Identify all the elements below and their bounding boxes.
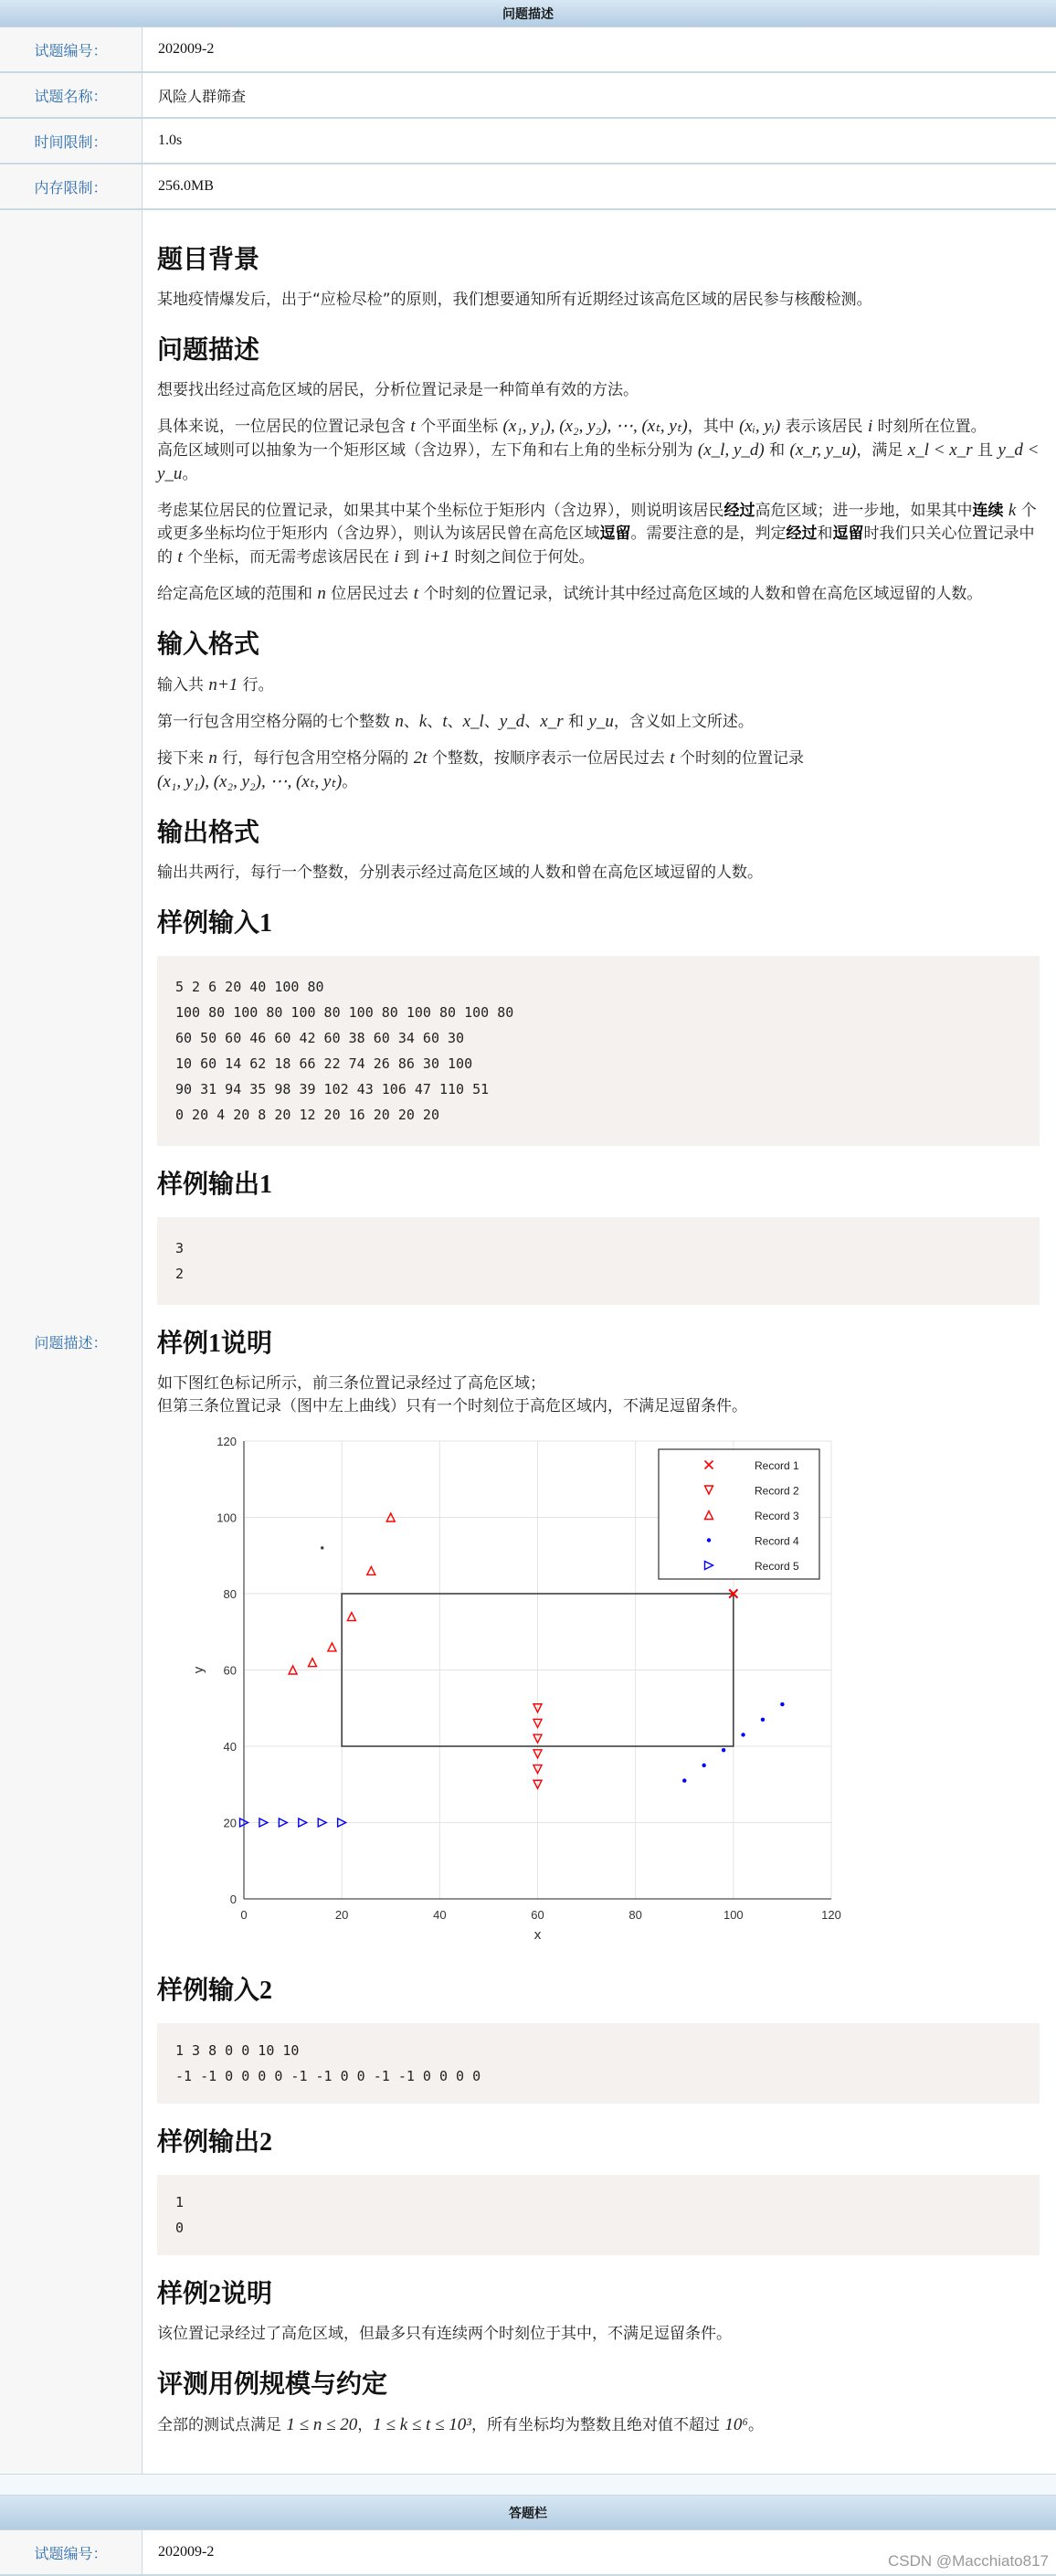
- math-expression: x_r: [540, 712, 564, 731]
- heading-sample-output-2: 样例输出2: [157, 2128, 273, 2157]
- math-expression: (x_r, y_u): [789, 440, 857, 460]
- math-expression: y_d < y_u: [157, 440, 1040, 483]
- heading-background: 题目背景: [157, 246, 260, 274]
- data-point-record-4: [682, 1778, 686, 1782]
- math-expression: (xᵢ, yᵢ): [739, 417, 781, 436]
- text-segment: 个时刻的位置记录: [674, 749, 804, 768]
- math-expression: k: [1008, 501, 1017, 520]
- meta-row-memory: [0, 164, 1056, 210]
- text-segment: 第一行包含用空格分隔的七个整数: [157, 713, 396, 731]
- text-segment: 个整数，按顺序表示一位居民过去: [427, 749, 671, 768]
- paragraph: [157, 582, 1040, 606]
- meta-value: 202009-2: [158, 2544, 215, 2560]
- meta-label: 试题编号：: [0, 27, 143, 71]
- math-expression: y_u: [588, 712, 614, 731]
- paragraph: [157, 379, 1040, 402]
- bold-term: 连续: [972, 502, 1004, 520]
- data-point-record-4: [722, 1748, 725, 1752]
- math-expression: x_l: [462, 712, 484, 731]
- data-point-record-4: [780, 1702, 784, 1706]
- heading-description: 问题描述: [157, 336, 260, 365]
- text-segment: 位居民过去: [325, 585, 414, 603]
- text-segment: 行，每行包含用空格分隔的: [216, 749, 414, 768]
- text-segment: 和: [764, 441, 790, 460]
- text-segment: 但第三条位置记录（图中左上曲线）只有一个时刻位于高危区域内，不满足逗留条件。: [157, 1397, 747, 1415]
- math-expression: 1 ≤ k ≤ t ≤ 10³: [373, 2415, 471, 2434]
- desc-label: 问题描述：: [0, 210, 143, 2474]
- meta-label: 时间限制：: [0, 119, 143, 163]
- text-segment: 时刻之间位于何处。: [449, 548, 595, 567]
- data-point-record-4: [702, 1764, 705, 1767]
- y-tick-label: 40: [223, 1740, 237, 1754]
- math-expression: i+1: [424, 547, 450, 567]
- data-point-record-3: [309, 1659, 317, 1667]
- text-segment: 表示该居民: [780, 418, 868, 436]
- text-segment: 到: [398, 548, 425, 567]
- legend-label: Record 1: [755, 1459, 799, 1472]
- data-point-record-3: [328, 1643, 336, 1651]
- text-segment: 。: [747, 2416, 764, 2434]
- header-title: 问题描述: [502, 6, 554, 22]
- math-expression: t: [413, 584, 418, 603]
- paragraph: [157, 2323, 1040, 2346]
- math-expression: x_l < x_r: [907, 440, 973, 460]
- data-point-record-3: [347, 1613, 355, 1621]
- meta-label: 试题名称：: [0, 73, 143, 117]
- heading-constraints: 评测用例规模与约定: [157, 2370, 388, 2399]
- x-tick-label: 40: [433, 1908, 447, 1922]
- text-segment: 高危区域；进一步地，如果其中: [755, 502, 973, 520]
- watermark: CSDN @Macchiato817: [888, 2552, 1049, 2570]
- x-tick-label: 0: [240, 1908, 248, 1922]
- heading-sample-input-2: 样例输入2: [157, 1977, 273, 2005]
- text-segment: ，: [357, 2416, 374, 2434]
- text-segment: 个时刻的位置记录，试统计其中经过高危区域的人数和曾在高危区域逗留的人数。: [418, 585, 983, 603]
- math-expression: i: [394, 547, 399, 567]
- data-point-record-4: [761, 1718, 765, 1722]
- text-segment: 接下来: [157, 749, 209, 768]
- text-segment: 、: [403, 713, 419, 731]
- answer-header: [0, 2496, 1056, 2530]
- text-segment: 时我们只关心位置记录中的: [157, 525, 1035, 567]
- text-segment: 、: [427, 713, 443, 731]
- description-row: [0, 210, 1056, 2475]
- meta-label: 试题编号：: [0, 2530, 143, 2574]
- math-expression: y_d: [499, 712, 525, 731]
- answer-title: 答题栏: [509, 2506, 547, 2521]
- legend-label: Record 4: [755, 1534, 799, 1548]
- text-segment: ，含义如上文所述。: [613, 713, 754, 731]
- bold-term: 经过: [723, 502, 755, 520]
- text-segment: 输入共: [157, 676, 209, 694]
- text-segment: ，满足: [856, 441, 908, 460]
- meta-row-time: [0, 119, 1056, 164]
- paragraph: [157, 289, 1040, 312]
- text-segment: 全部的测试点满足: [157, 2416, 287, 2434]
- stray-mark: [321, 1546, 323, 1549]
- text-segment: 个坐标，而无需考虑该居民在: [182, 548, 395, 567]
- math-expression: (x₁, y₁), (x₂, y₂), ⋯, (xₜ, yₜ): [502, 417, 688, 436]
- text-segment: 、: [483, 713, 500, 731]
- meta-value: 风险人群筛查: [158, 89, 247, 105]
- x-tick-label: 100: [723, 1908, 744, 1922]
- text-segment: 想要找出经过高危区域的居民，分析位置记录是一种简单有效的方法。: [157, 381, 639, 399]
- text-segment: 。: [342, 773, 358, 791]
- paragraph: [157, 710, 1040, 734]
- math-expression: i: [867, 417, 873, 436]
- sample-input-2-code: 1 3 8 0 0 10 10 -1 -1 0 0 0 0 -1 -1 0 0 -1 -1 0 0 0 0: [157, 2023, 1040, 2104]
- text-segment: 某地疫情爆发后，出于“应检尽检”的原则，我们想要通知所有近期经过该高危区域的居民参与核酸检测。: [157, 291, 872, 309]
- math-expression: k: [418, 712, 428, 731]
- paragraph: [157, 2413, 1040, 2437]
- heading-sample-2-explanation: 样例2说明: [157, 2280, 273, 2308]
- paragraph: [157, 673, 1040, 697]
- text-segment: 、: [447, 713, 463, 731]
- problem-content: [143, 210, 1056, 2474]
- meta-row-id: [0, 27, 1056, 73]
- legend-label: Record 2: [755, 1484, 799, 1498]
- x-tick-label: 120: [821, 1908, 841, 1922]
- math-expression: n: [395, 712, 404, 731]
- x-tick-label: 20: [334, 1908, 349, 1922]
- y-tick-label: 60: [223, 1663, 237, 1678]
- math-expression: n: [208, 748, 217, 768]
- math-expression: t: [410, 417, 416, 436]
- x-axis-label: x: [533, 1928, 542, 1943]
- math-expression: (x_l, y_d): [697, 440, 765, 460]
- math-expression: n: [317, 584, 326, 603]
- text-segment: 如下图红色标记所示，前三条位置记录经过了高危区域；: [157, 1374, 545, 1393]
- meta-label: 内存限制：: [0, 164, 143, 208]
- text-segment: 和: [563, 713, 589, 731]
- math-expression: 2t: [413, 748, 428, 768]
- text-segment: 和: [817, 525, 833, 543]
- y-tick-label: 100: [216, 1511, 237, 1525]
- math-expression: t: [177, 547, 183, 567]
- y-tick-label: 20: [223, 1816, 237, 1830]
- legend-label: Record 3: [755, 1510, 799, 1522]
- problem-header: [0, 0, 1056, 27]
- heading-sample-input-1: 样例输入1: [157, 909, 273, 938]
- y-tick-label: 120: [216, 1435, 237, 1448]
- legend-label: Record 5: [755, 1560, 799, 1573]
- heading-output-format: 输出格式: [157, 819, 260, 847]
- paragraph: [157, 747, 1040, 794]
- text-segment: 个平面坐标: [415, 418, 503, 436]
- math-expression: t: [442, 712, 448, 731]
- y-tick-label: 0: [229, 1892, 237, 1906]
- meta-row-name: [0, 73, 1056, 119]
- meta-value: 256.0MB: [158, 178, 214, 194]
- paragraph: [157, 1373, 1040, 1418]
- text-segment: 、: [524, 713, 541, 731]
- sample-output-1-code: 3 2: [157, 1217, 1040, 1305]
- bold-term: 逗留: [599, 525, 631, 543]
- sample-1-scatter-chart: [171, 1431, 865, 1952]
- text-segment: 。: [182, 465, 198, 483]
- heading-sample-1-explanation: 样例1说明: [157, 1330, 273, 1358]
- y-tick-label: 80: [223, 1587, 237, 1601]
- heading-input-format: 输入格式: [157, 631, 260, 659]
- data-point-record-4: [741, 1733, 744, 1736]
- x-tick-label: 80: [628, 1908, 642, 1922]
- y-axis-label: y: [192, 1666, 206, 1674]
- paragraph: [157, 415, 1040, 486]
- paragraph: [157, 499, 1040, 569]
- text-segment: 。需要注意的是，判定: [630, 525, 787, 543]
- bold-term: 经过: [786, 525, 818, 543]
- math-expression: 1 ≤ n ≤ 20: [286, 2415, 358, 2434]
- math-expression: (x₁, y₁), (x₂, y₂), ⋯, (xₜ, yₜ): [157, 772, 343, 791]
- text-segment: 考虑某位居民的位置记录，如果其中某个坐标位于矩形内（含边界），则说明该居民: [157, 502, 724, 520]
- bold-term: 逗留: [832, 525, 864, 543]
- heading-sample-output-1: 样例输出1: [157, 1171, 273, 1199]
- meta-value: 202009-2: [158, 41, 215, 57]
- text-segment: 行。: [238, 676, 274, 694]
- math-expression: t: [670, 748, 675, 768]
- meta-value: 1.0s: [158, 133, 183, 148]
- text-segment: 时刻所在位置。: [872, 418, 987, 436]
- text-segment: 输出共两行，每行一个整数，分别表示经过高危区域的人数和曾在高危区域逗留的人数。: [157, 864, 763, 882]
- text-segment: ，其中: [687, 418, 740, 436]
- math-expression: 10⁶: [724, 2415, 748, 2434]
- section-gap: [0, 2475, 1056, 2496]
- sample-output-2-code: 1 0: [157, 2175, 1040, 2255]
- text-segment: 个或更多坐标均位于矩形内（含边界），则认为该居民曾在高危区域: [157, 502, 1037, 543]
- sample-input-1-code: 5 2 6 20 40 100 80 100 80 100 80 100 80 100 80 100 80 100 80 60 50 60 46 60 42 60 38 60 34 60 30 10 60 14 62 18 66 22 74 26 86 30 100 90 31 94 35 98 39 102 43 106 47 110 51 0 20 4 20 8 20 12 20 16 20 20 20: [157, 956, 1040, 1146]
- math-expression: n+1: [208, 675, 238, 694]
- text-segment: 高危区域则可以抽象为一个矩形区域（含边界），左下角和右上角的坐标分别为: [157, 441, 698, 460]
- text-segment: ，所有坐标均为整数且绝对值不超过: [470, 2416, 725, 2434]
- text-segment: 且: [972, 441, 998, 460]
- text-segment: 给定高危区域的范围和: [157, 585, 318, 603]
- paragraph: [157, 862, 1040, 885]
- x-tick-label: 60: [531, 1908, 544, 1922]
- text-segment: 该位置记录经过了高危区域，但最多只有连续两个时刻位于其中，不满足逗留条件。: [157, 2325, 732, 2343]
- data-point-record-3: [367, 1566, 375, 1574]
- text-segment: 具体来说，一位居民的位置记录包含: [157, 418, 411, 436]
- legend-marker-record-4: [707, 1538, 711, 1542]
